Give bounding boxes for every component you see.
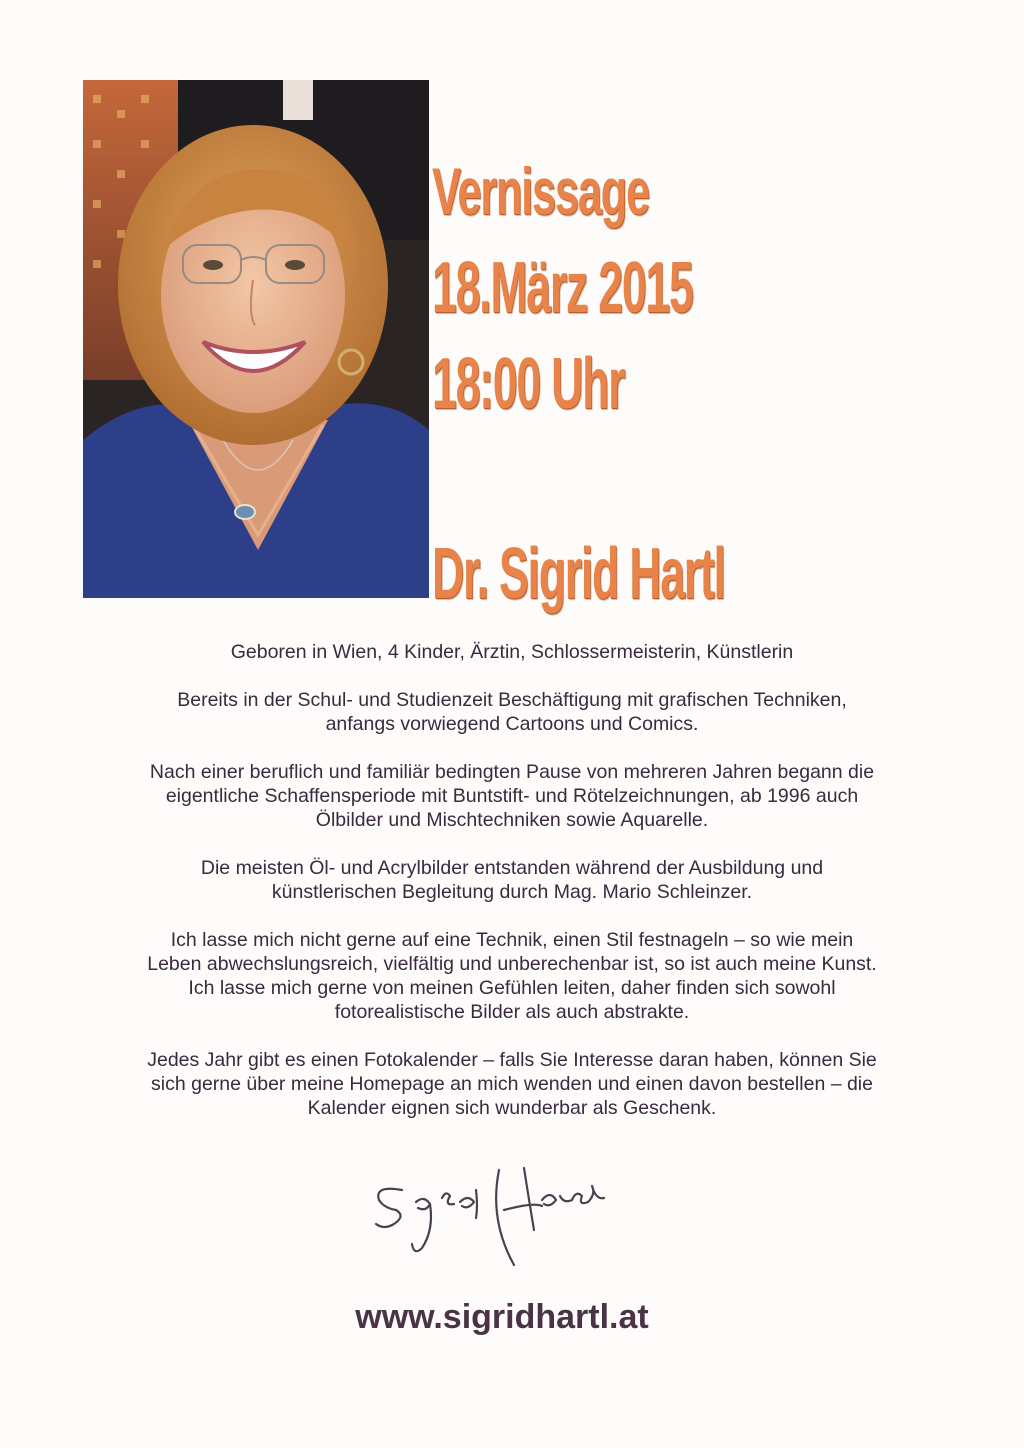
- bio-paragraph: Geboren in Wien, 4 Kinder, Ärztin, Schlossermeisterin, Künstlerin: [230, 641, 794, 663]
- bio-paragraph: Nach einer beruflich und familiär bedingten Pause von mehreren Jahren begann die eigentliche Schaffensperiode mit Buntstift- und Rötelzeichnungen, ab 1996 auch Ölbilder und Mischtechniken sowie Aquarelle.: [149, 761, 875, 831]
- event-date: 18.März 2015: [432, 248, 693, 328]
- bio-paragraph: Jedes Jahr gibt es einen Fotokalender – falls Sie Interesse daran haben, können Sie sich gerne über meine Homepage an mich wenden und einen davon bestellen – die Kalender eignen sich wunderbar als Geschenk.: [147, 1049, 877, 1119]
- event-title: Vernissage: [432, 154, 649, 228]
- artist-portrait-photo: [83, 80, 429, 598]
- website-link[interactable]: www.sigridhartl.at: [355, 1298, 649, 1336]
- bio-paragraph: Ich lasse mich nicht gerne auf eine Technik, einen Stil festnageln – so wie mein Leben abwechslungsreich, vielfältig und unberechenbar ist, so ist auch meine Kunst. Ich lasse mich gerne von meinen Gefühlen leiten, daher finden sich sowohl fotorealistische Bilder als auch abstrakte.: [147, 929, 877, 1023]
- artist-name: Dr. Sigrid Hartl: [432, 534, 725, 614]
- event-time: 18:00 Uhr: [432, 344, 625, 424]
- bio-paragraph: Bereits in der Schul- und Studienzeit Beschäftigung mit grafischen Techniken, anfangs vorwiegend Cartoons und Comics.: [177, 689, 847, 735]
- handwritten-signature: [364, 1160, 614, 1270]
- artist-biography: [110, 640, 914, 1144]
- bio-paragraph: Die meisten Öl- und Acrylbilder entstanden während der Ausbildung und künstlerischen Begleitung durch Mag. Mario Schleinzer.: [200, 857, 824, 903]
